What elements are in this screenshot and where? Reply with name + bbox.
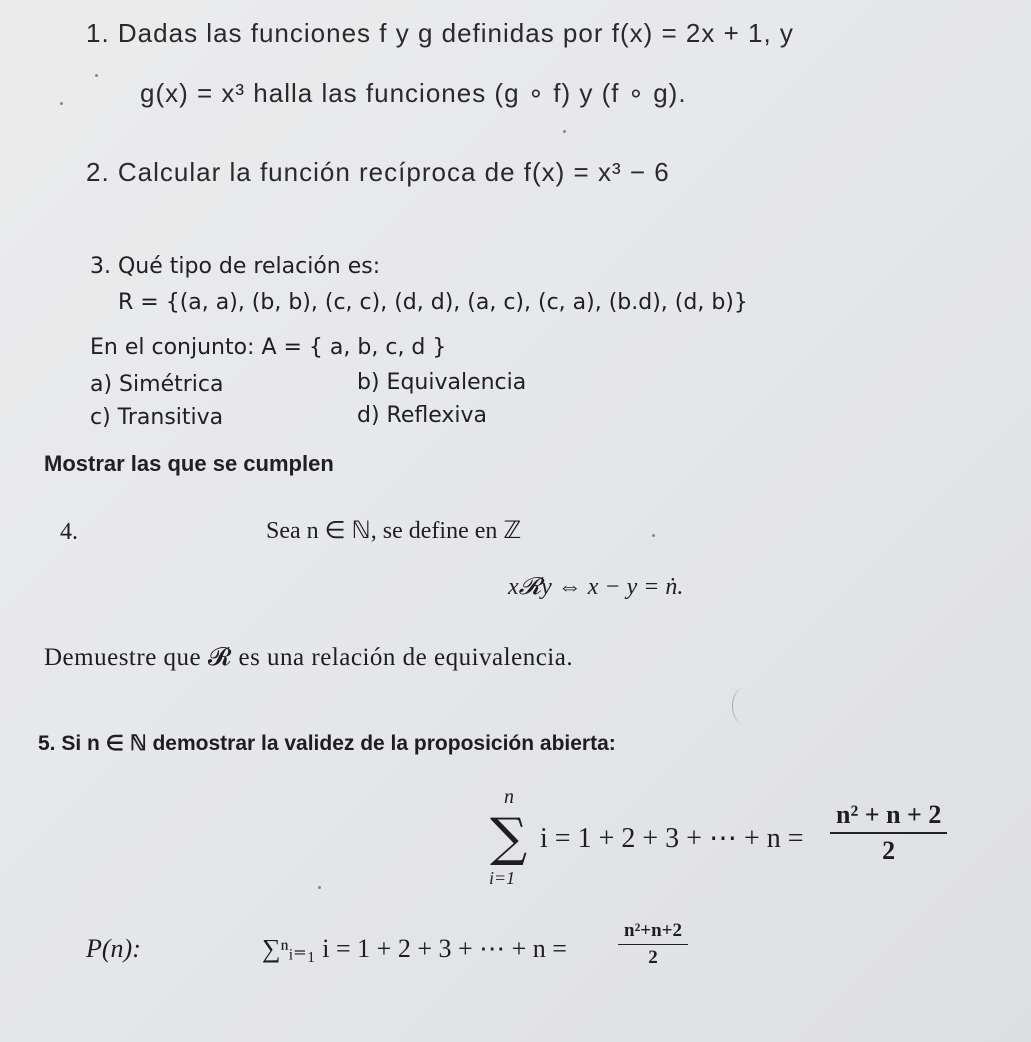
paper-mark bbox=[60, 102, 63, 105]
q1-line1: 1. Dadas las funciones f y g definidas por f(x) = 2x + 1, y bbox=[86, 18, 794, 48]
fraction-numerator: n² + n + 2 bbox=[830, 800, 947, 834]
fraction-denominator: 2 bbox=[882, 836, 896, 865]
q4-intro: Sea n ∈ ℕ, se define en ℤ bbox=[266, 518, 522, 544]
pn-fraction bbox=[618, 920, 688, 969]
sigma-upper-limit: n bbox=[504, 786, 514, 808]
paper-mark bbox=[318, 886, 321, 889]
q4-definition: x𝓡y ⇔ x − y = ṅ. bbox=[508, 574, 684, 600]
sigma-lower-limit: i=1 bbox=[489, 868, 516, 888]
pn-sum: ∑ⁿᵢ₌₁ i = 1 + 2 + 3 + ⋯ + n = bbox=[262, 934, 567, 963]
pn-label: P(n): bbox=[86, 934, 141, 963]
q3-instruction: Mostrar las que se cumplen bbox=[44, 451, 334, 476]
q1-line2: g(x) = x³ halla las funciones (g ∘ f) y (f ∘ g). bbox=[140, 78, 687, 108]
q5-heading: 5. Si n ∈ ℕ demostrar la validez de la proposición abierta: bbox=[38, 732, 616, 755]
q3-option-c: c) Transitiva bbox=[90, 405, 224, 430]
paper-mark bbox=[652, 534, 655, 537]
equation-body: i = 1 + 2 + 3 + ⋯ + n = bbox=[540, 823, 804, 854]
q3-heading: 3. Qué tipo de relación es: bbox=[90, 254, 381, 279]
q3-relation: R = {(a, a), (b, b), (c, c), (d, d), (a, c), (c, a), (b.d), (d, b)} bbox=[118, 290, 748, 315]
q3-option-a: a) Simétrica bbox=[90, 372, 224, 397]
paper-mark bbox=[95, 74, 98, 77]
q3-set-line: En el conjunto: A = { a, b, c, d } bbox=[90, 335, 447, 360]
q2-line1: 2. Calcular la función recíproca de f(x) = x³ − 6 bbox=[86, 157, 670, 187]
q3-option-d: d) Reflexiva bbox=[357, 403, 488, 428]
sigma-symbol: ∑ bbox=[490, 808, 528, 868]
pn-fraction-numerator: n²+n+2 bbox=[618, 920, 688, 945]
q4-number: 4. bbox=[60, 519, 78, 545]
paper-mark bbox=[563, 130, 566, 133]
pn-fraction-denominator: 2 bbox=[648, 947, 658, 968]
pencil-mark bbox=[732, 688, 755, 724]
equation-fraction bbox=[830, 800, 947, 866]
q4-statement: Demuestre que 𝓡 es una relación de equivalencia. bbox=[44, 644, 574, 671]
q3-option-b: b) Equivalencia bbox=[357, 370, 527, 395]
